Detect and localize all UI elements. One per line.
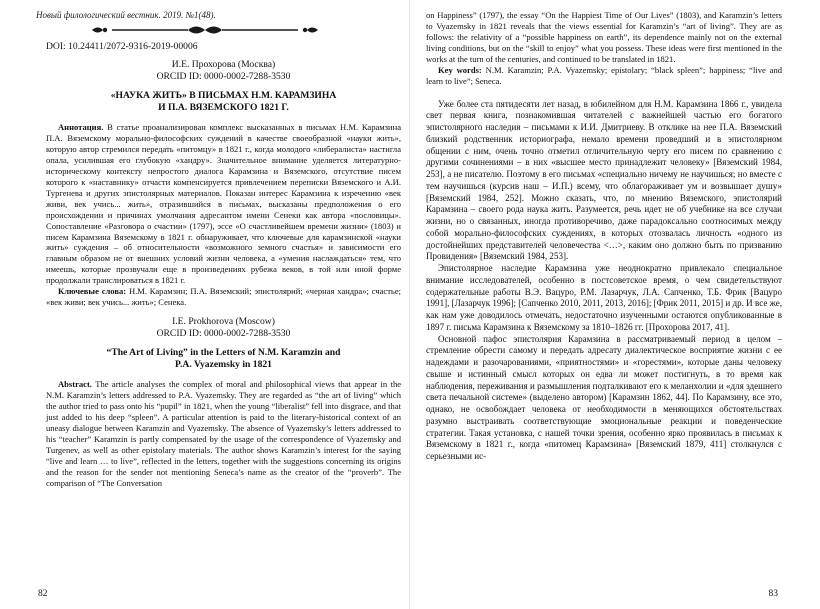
abstract-ru (46, 122, 401, 286)
left-content (46, 38, 401, 489)
english-block (46, 316, 401, 489)
orcid-ru: ORCID ID: 0000-0002-7288-3530 (156, 70, 291, 82)
page-number-left: 82 (38, 589, 48, 599)
title-en-line-1: “The Art of Living” in the Letters of N.M. Karamzin and (106, 347, 341, 359)
abstract-en-text: The article analyses the complex of moral and philosophical views that appear in the N.M. Karamzin’s letters addressed to P.A. Vyazemsky. They are regarded as “the art of living” which the author tried to pass onto his “pupil” in 1821, when the young “liberalist” fell into disgrace, and that just added to his deep “spleen”. A particular attention is paid to the literary-historical context of an uneasy dialogue between Karamzin and Vyazemsky. The absence of Vyazemsky’s letters addressed to his “teacher” Karamzin is partly compensated by the usage of the correspondence of Vyazemsky and Turgenev, as well as other epistolary materials. The author shows Karamzin’s interest for the saying “live and learn … to live”, reflected in the letters, together with the suggestions concerning its origins and the reason for the sender not mentioning Seneca’s name as the creator of the “proverb”. The comparison of “The Conversation (46, 379, 402, 488)
body-paragraph-2: Эпистолярное наследие Карамзина уже неоднократно привлекало специальное внимание исследователей, особенно в постсоветское время, о чем свидетельствуют содержательные работы В.Э. Вацуро, Р.М. Лазарчук, Л.А. Сапченко, Т.Б. Фрик [Вацуро 1991], [Лазарчук 1996]; [Сапченко 2010, 2011, 2013, 2016]; [Фрик 2011, 2015] и др. И все же, как нам уже доводилось отмечать, недостаточно изученными остаются опубликованные в 1897 г. письма Карамзина к Вяземскому за 1810–1826 гг. [Прохорова 2017, 41]. (426, 263, 783, 332)
keywords-ru (46, 286, 401, 308)
abstract-ru-text: В статье проанализирован комплекс высказанных в письмах Н.М. Карамзина П.А. Вяземскому морально-философских суждений в качестве своеобразной «науки жить», которую автор стремился передать «питомцу» в 1821 г., когда молодого «либералиста» настигла опала, усилившая его глубокую «хандру». Значительное внимание уделяется литературно-историческому контексту непростого диалога Карамзина и Вяземского, отсутствие писем которого к «наставнику» отчасти компенсируется привлечением переписки Вяземского и А.И. Тургенева и других эпистолярных материалов. Показан интерес Карамзина к изречению «век живи, век учись... жить», отразившийся в письмах, высказаны предположения о его происхождении и причинах умолчания адресантом имени Сенеки как автора «пословицы». Сопоставление «Разговора о счастии» (1797), эссе «О счастливейшем времени жизни» (1803) и писем Карамзина Вяземскому в 1821 г. обнаруживает, что ключевые для карамзинской «науки жить» суждения – об относительности «возможного земного счастья» и зависимости его главным образом не от внешних условий жизни человека, а «умения наслаждаться» тем, что имеешь, которые прозвучали еще в произведениях рубежа веков, в той или иной форме продолжали транслироваться в 1821 г. (46, 122, 401, 286)
title-ru-line-1: «НАУКА ЖИТЬ» В ПИСЬМАХ Н.М. КАРАМЗИНА (110, 90, 337, 102)
keywords-en (426, 65, 782, 87)
abstract-en-continued: on Happiness” (1797), the essay “On the Happiest Time of Our Lives” (1803), and Karamzin’s letters to Vyazemsky in 1821 reveals that the views essential for Karamzin’s “art of living”. They are as follows: the relativity of a “possible happiness on earth”, its dependence mainly not on the external living conditions, but on the “skill to enjoy” what you possess. These ideas were first mentioned in the works at the turn of the centuries, and continued to be translated in 1821. (426, 10, 782, 64)
right-content (426, 10, 782, 463)
section-gap (426, 87, 782, 99)
title-en (46, 347, 401, 370)
keywords-ru-text: Н.М. Карамзин; П.А. Вяземский; эпистолярий; «черная хандра»; счастье; «век живи; век учись... жить»; Сенека. (46, 286, 402, 308)
body-paragraph-1: Уже более ста пятидесяти лет назад, в юбилейном для Н.М. Карамзина 1866 г., увидела свет первая книга, познакомившая читателей с важнейшей частью его богатого эпистолярного наследия – письмами к И.И. Дмитриеву. В отклике на нее П.А. Вяземский близкий родственник историографа, немало времени проведший и в эпистолярном общении с ним, очень точно отметил отличительную черту его писем по сравнению с другими сочинениями – в них «высшее место принадлежит человеку» [Вяземский 1984, 253], а не писателю. Поэтому в его письмах «специально ничему не научишься; но вместе с тем научишься (курсив наш – И.П.) всему, что облагораживает ум и возвышает душу» [Вяземский 1984, 252]. Можно сказать, что, по мнению Вяземского, эпистолярий Карамзина – своего рода наука жить. Разумеется, речь идет не об учебнике на все случаи жизни, но о связанных, иногда противоречиво, даже парадоксально соотносимых между собой морально-философских суждениях, в которых отозвалась личность «одного из достойнейших представителей человечества <…>, каким оно должно быть по призванию Провидения» [Вяземский 1984, 253]. (426, 98, 782, 262)
journal-header: Новый филологический вестник. 2019. №1(48). (36, 10, 216, 20)
title-ru-line-2: И П.А. ВЯЗЕМСКОГО 1821 Г. (158, 101, 289, 113)
author-ru: И.Е. Прохорова (Москва) (171, 59, 276, 70)
keywords-en-text: N.M. Karamzin; P.A. Vyazemsky; epistolary; “black spleen”; happiness; “live and learn to live”; Seneca. (426, 64, 782, 86)
title-ru (46, 90, 401, 113)
doi: DOI: 10.24411/2072-9316-2019-00006 (46, 41, 198, 52)
abstract-ru-label: Аннотация. (58, 122, 104, 132)
keywords-en-label: Key words: (438, 64, 482, 75)
page-number-right: 83 (768, 589, 778, 599)
abstract-en (46, 379, 401, 489)
header-ornament (0, 24, 410, 36)
body-paragraph-3: Основной пафос эпистолярия Карамзина в рассматриваемый период в целом – стремление обрести самому и передать адресату диалектическое восприятие жизни с ее надеждами и разочарованиями, «приятностями» и «горестями», которые даны человеку свыше и истинный смысл которых он едва ли может постигнуть, в то время как наблюдения, переживания и размышления подталкивают его к меланхолии и «для здешнего света печальной системе» (выделено автором) [Карамзин 1862, 44]. По Карамзину, все это, однако, не освобождает человека от необходимости в меняющихся обстоятельствах разумно выстраивать соответствующие эмоциональные реакции и поведенческие стратегии. Такая установка, с нашей точки зрения, особенно ярко проявилась в письмах к Вяземскому в 1821 г., когда «питомец Карамзина» [Вяземский 1879, 411] столкнулся с серьезными ис- (426, 333, 782, 462)
title-en-line-2: P.A. Vyazemsky in 1821 (175, 358, 272, 370)
keywords-ru-label: Ключевые слова: (58, 286, 127, 297)
author-en: I.E. Prokhorova (Moscow) (172, 316, 275, 328)
abstract-en-label: Abstract. (58, 379, 92, 390)
orcid-en: ORCID ID: 0000-0002-7288-3530 (156, 327, 291, 339)
right-page (410, 0, 820, 609)
